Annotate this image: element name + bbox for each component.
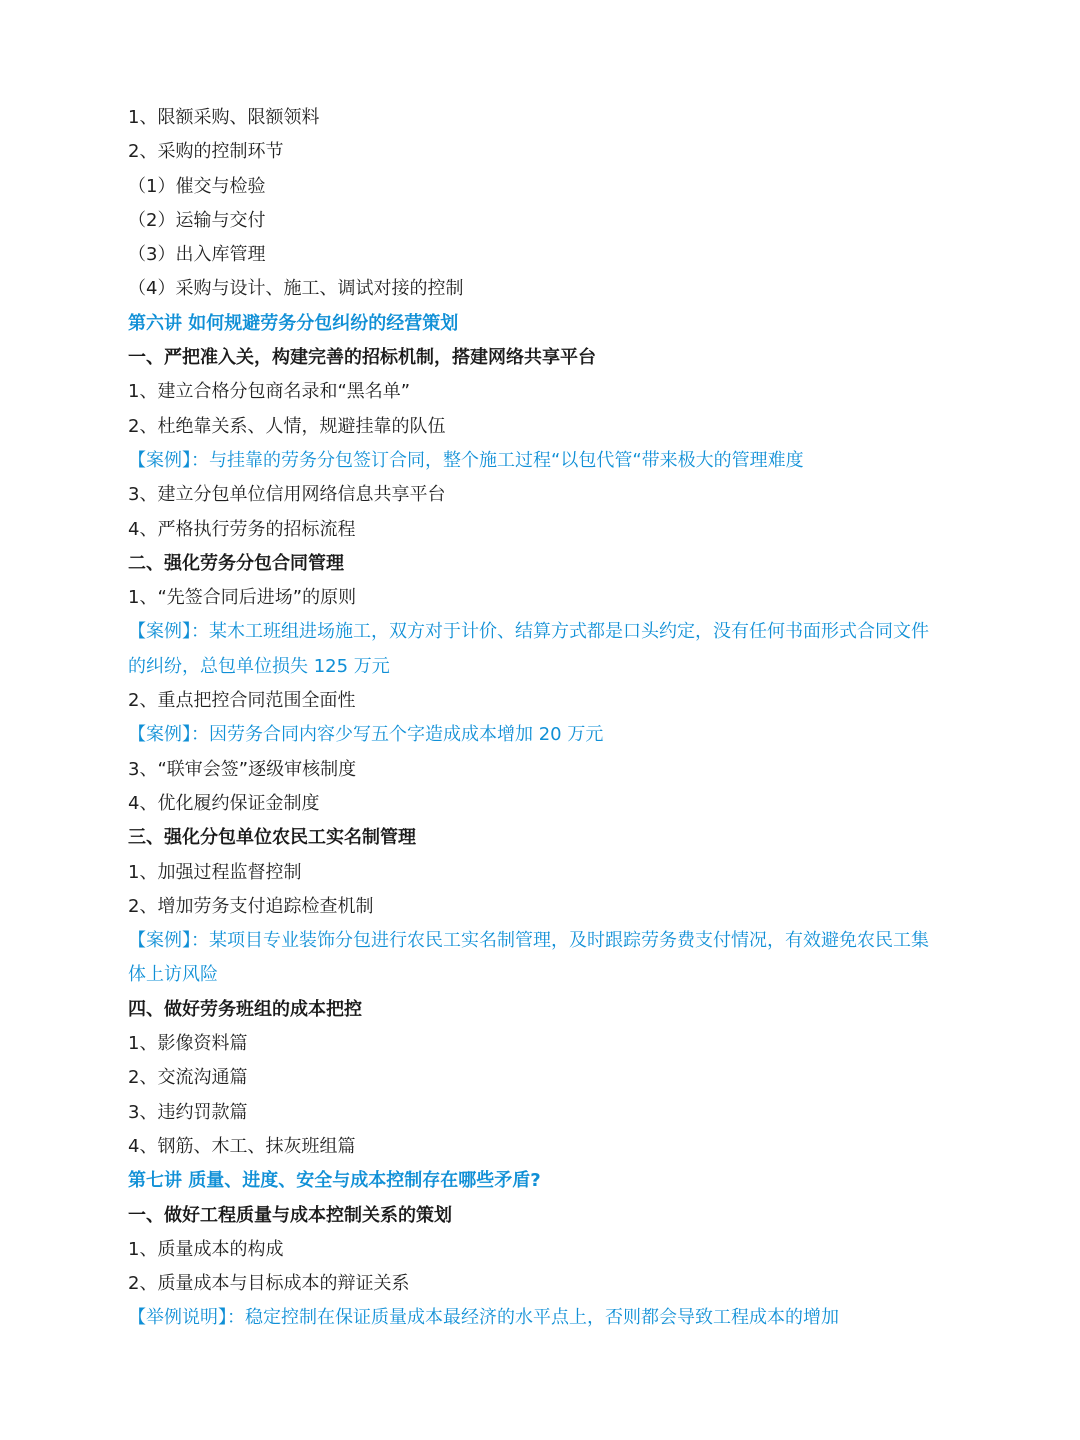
text-line: （4）采购与设计、施工、调试对接的控制: [128, 278, 464, 300]
case-line-continued: 的纠纷，总包单位损失 125 万元: [128, 655, 390, 677]
section-heading: 一、严把准入关，构建完善的招标机制，搭建网络共享平台: [128, 347, 596, 369]
section-heading: 四、做好劳务班组的成本把控: [128, 998, 362, 1020]
lecture-heading-7: 第七讲 质量、进度、安全与成本控制存在哪些矛盾?: [128, 1170, 541, 1192]
text-line: 4、优化履约保证金制度: [128, 792, 320, 814]
text-line: 1、质量成本的构成: [128, 1238, 284, 1260]
text-line: 4、钢筋、木工、抹灰班组篇: [128, 1135, 356, 1157]
text-line: 2、杜绝靠关系、人情，规避挂靠的队伍: [128, 415, 446, 437]
case-line: [128, 718, 958, 752]
section-heading: 三、强化分包单位农民工实名制管理: [128, 827, 416, 849]
case-tag: 【案例】: [128, 621, 191, 643]
example-tag: 【举例说明】: [128, 1307, 227, 1329]
text-line: 2、采购的控制环节: [128, 141, 284, 163]
case-tag: 【案例】: [128, 724, 191, 746]
document-page: [128, 101, 958, 1336]
case-line-continued: 体上访风险: [128, 964, 218, 986]
text-line: 2、重点把控合同范围全面性: [128, 690, 356, 712]
example-line: [128, 1301, 958, 1335]
case-text: ：某木工班组进场施工，双方对于计价、结算方式都是口头约定，没有任何书面形式合同文件: [191, 621, 929, 643]
lecture-heading-6: 第六讲 如何规避劳务分包纠纷的经营策划: [128, 312, 459, 334]
case-text: ：与挂靠的劳务分包签订合同，整个施工过程“以包代管“带来极大的管理难度: [191, 449, 804, 471]
text-line: 3、违约罚款篇: [128, 1101, 248, 1123]
text-line: （1）催交与检验: [128, 175, 266, 197]
case-line: [128, 924, 958, 958]
text-line: 1、限额采购、限额领料: [128, 107, 320, 128]
text-line: （2）运输与交付: [128, 209, 266, 231]
case-line: [128, 444, 958, 478]
example-text: ：稳定控制在保证质量成本最经济的水平点上，否则都会导致工程成本的增加: [227, 1307, 839, 1329]
text-line: 1、“先签合同后进场”的原则: [128, 587, 357, 609]
section-heading: 一、做好工程质量与成本控制关系的策划: [128, 1204, 452, 1226]
text-line: 2、增加劳务支付追踪检查机制: [128, 895, 374, 917]
case-tag: 【案例】: [128, 449, 191, 471]
text-line: 2、质量成本与目标成本的辩证关系: [128, 1273, 410, 1295]
section-heading: 二、强化劳务分包合同管理: [128, 552, 344, 574]
text-line: 1、加强过程监督控制: [128, 861, 302, 883]
text-line: 4、严格执行劳务的招标流程: [128, 518, 356, 540]
case-line: [128, 615, 958, 649]
text-line: （3）出入库管理: [128, 244, 266, 266]
case-text: ：因劳务合同内容少写五个字造成成本增加 20 万元: [191, 724, 604, 746]
case-tag: 【案例】: [128, 930, 191, 952]
case-text: ：某项目专业装饰分包进行农民工实名制管理，及时跟踪劳务费支付情况，有效避免农民工集: [191, 930, 929, 952]
text-line: 3、“联审会签”逐级审核制度: [128, 758, 357, 780]
text-line: 1、建立合格分包商名录和“黑名单”: [128, 381, 411, 403]
text-line: 2、交流沟通篇: [128, 1067, 248, 1089]
text-line: 3、建立分包单位信用网络信息共享平台: [128, 484, 446, 506]
text-line: 1、影像资料篇: [128, 1033, 248, 1055]
